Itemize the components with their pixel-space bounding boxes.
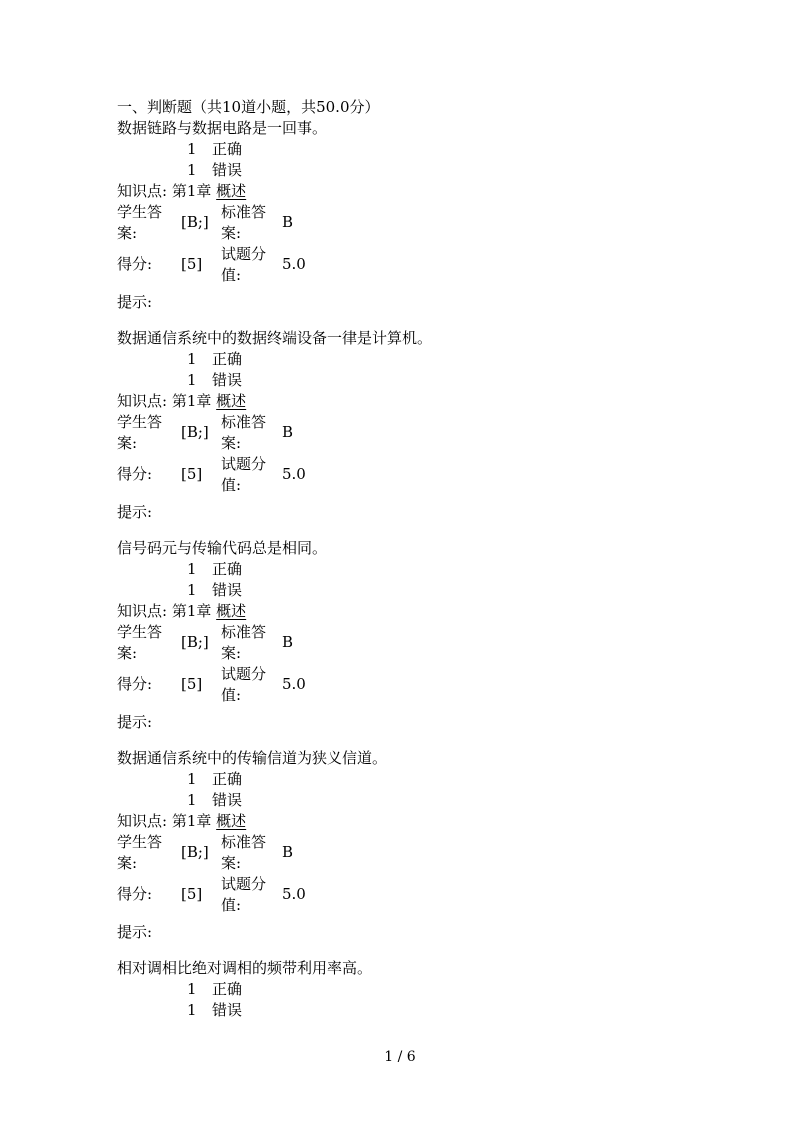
knowledge-point	[117, 181, 717, 202]
score-row	[117, 244, 717, 286]
option-label: 错误	[212, 1001, 243, 1019]
option-number: 1	[187, 560, 197, 578]
answer-row	[117, 202, 717, 244]
chapter-number: 第1章	[171, 392, 212, 410]
score-row	[117, 874, 717, 916]
option-number: 1	[187, 581, 197, 599]
standard-answer-value: B	[282, 843, 294, 861]
score-row	[117, 664, 717, 706]
knowledge-point-label: 知识点:	[117, 392, 168, 410]
chapter-title: 概述	[216, 812, 247, 830]
option-false[interactable]	[117, 160, 717, 181]
option-label: 正确	[212, 770, 243, 788]
hint-label: 提示:	[117, 713, 153, 731]
chapter-title: 概述	[216, 392, 247, 410]
option-true[interactable]	[117, 769, 717, 790]
option-label: 正确	[212, 140, 243, 158]
option-true[interactable]	[117, 139, 717, 160]
knowledge-point-label: 知识点:	[117, 182, 168, 200]
option-false[interactable]	[117, 1000, 717, 1021]
option-label: 正确	[212, 350, 243, 368]
question-2	[117, 328, 717, 523]
option-number: 1	[187, 770, 197, 788]
standard-answer-label: 标准答 案:	[221, 413, 267, 452]
question-value: 5.0	[282, 465, 306, 483]
option-label: 错误	[212, 371, 243, 389]
score-label: 得分:	[117, 885, 153, 903]
option-label: 错误	[212, 791, 243, 809]
question-stem: 信号码元与传输代码总是相同。	[117, 539, 328, 557]
option-number: 1	[187, 140, 197, 158]
option-true[interactable]	[117, 349, 717, 370]
knowledge-point-label: 知识点:	[117, 602, 168, 620]
question-value-label: 试题分 值:	[221, 245, 267, 284]
question-stem: 数据通信系统中的传输信道为狭义信道。	[117, 749, 388, 767]
question-3	[117, 538, 717, 733]
option-number: 1	[187, 980, 197, 998]
option-number: 1	[187, 1001, 197, 1019]
section-title: 一、判断题（共10道小题，共50.0分）	[117, 98, 380, 116]
option-number: 1	[187, 371, 197, 389]
hint-label: 提示:	[117, 293, 153, 311]
chapter-number: 第1章	[171, 602, 212, 620]
question-1	[117, 118, 717, 313]
option-false[interactable]	[117, 790, 717, 811]
answer-row	[117, 622, 717, 664]
question-value: 5.0	[282, 675, 306, 693]
student-answer-label: 学生答 案:	[117, 623, 163, 662]
student-answer-value: [B;]	[181, 423, 209, 441]
option-true[interactable]	[117, 979, 717, 1000]
question-stem: 数据通信系统中的数据终端设备一律是计算机。	[117, 329, 433, 347]
student-answer-label: 学生答 案:	[117, 203, 163, 242]
chapter-title: 概述	[216, 602, 247, 620]
standard-answer-label: 标准答 案:	[221, 203, 267, 242]
student-answer-value: [B;]	[181, 633, 209, 651]
standard-answer-label: 标准答 案:	[221, 833, 267, 872]
knowledge-point	[117, 391, 717, 412]
question-value-label: 试题分 值:	[221, 665, 267, 704]
answer-row	[117, 832, 717, 874]
option-number: 1	[187, 161, 197, 179]
standard-answer-value: B	[282, 423, 294, 441]
question-stem: 数据链路与数据电路是一回事。	[117, 119, 328, 137]
knowledge-point	[117, 811, 717, 832]
score-label: 得分:	[117, 465, 153, 483]
chapter-number: 第1章	[171, 812, 212, 830]
option-true[interactable]	[117, 559, 717, 580]
option-false[interactable]	[117, 580, 717, 601]
option-number: 1	[187, 791, 197, 809]
student-answer-value: [B;]	[181, 843, 209, 861]
answer-row	[117, 412, 717, 454]
standard-answer-value: B	[282, 213, 294, 231]
question-stem: 相对调相比绝对调相的频带利用率高。	[117, 959, 373, 977]
score-value: [5]	[181, 465, 203, 483]
score-row	[117, 454, 717, 496]
student-answer-value: [B;]	[181, 213, 209, 231]
score-value: [5]	[181, 885, 203, 903]
option-number: 1	[187, 350, 197, 368]
chapter-title: 概述	[216, 182, 247, 200]
option-label: 错误	[212, 161, 243, 179]
chapter-number: 第1章	[171, 182, 212, 200]
option-label: 正确	[212, 560, 243, 578]
question-4	[117, 748, 717, 943]
score-label: 得分:	[117, 675, 153, 693]
student-answer-label: 学生答 案:	[117, 413, 163, 452]
question-value-label: 试题分 值:	[221, 455, 267, 494]
question-value: 5.0	[282, 255, 306, 273]
standard-answer-value: B	[282, 633, 294, 651]
knowledge-point-label: 知识点:	[117, 812, 168, 830]
student-answer-label: 学生答 案:	[117, 833, 163, 872]
question-value: 5.0	[282, 885, 306, 903]
standard-answer-label: 标准答 案:	[221, 623, 267, 662]
score-value: [5]	[181, 255, 203, 273]
option-false[interactable]	[117, 370, 717, 391]
option-label: 错误	[212, 581, 243, 599]
hint-label: 提示:	[117, 503, 153, 521]
knowledge-point	[117, 601, 717, 622]
hint-label: 提示:	[117, 923, 153, 941]
option-label: 正确	[212, 980, 243, 998]
question-value-label: 试题分 值:	[221, 875, 267, 914]
question-5	[117, 958, 717, 1021]
score-label: 得分:	[117, 255, 153, 273]
page-number: 1 / 6	[384, 1049, 416, 1065]
score-value: [5]	[181, 675, 203, 693]
